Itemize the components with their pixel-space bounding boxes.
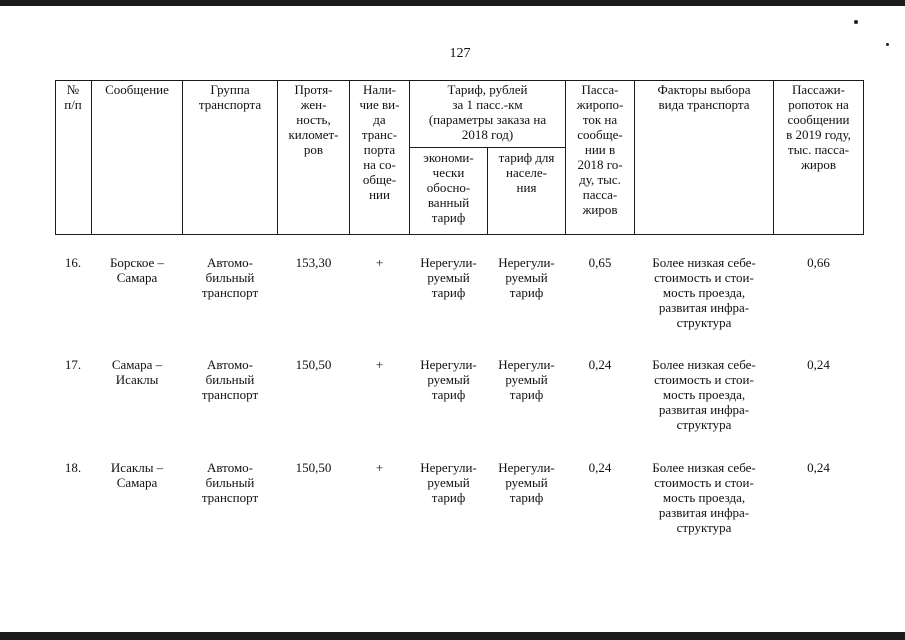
row-number: 16. (64, 255, 82, 270)
col-line (91, 80, 92, 235)
row-route: Самара – Исаклы (111, 357, 163, 387)
header-length: Протя- жен- ность, километ- ров (288, 82, 339, 157)
header-flow-2019: Пассажи- ропоток на сообщении в 2019 году, тыс. пасса- жиров (786, 82, 851, 172)
row-length: 150,50 (295, 357, 332, 372)
row-flow-2018: 0,65 (588, 255, 612, 270)
col-line (863, 80, 864, 235)
row-number: 17. (64, 357, 82, 372)
scan-speck (854, 20, 858, 24)
page-number: 127 (449, 46, 471, 61)
row-transport-group: Автомо- бильный транспорт (201, 357, 259, 402)
row-presence: + (375, 255, 384, 270)
row-factors: Более низкая себе- стоимость и стои- мость проезда, развитая инфра- структура (652, 460, 756, 535)
row-transport-group: Автомо- бильный транспорт (201, 460, 259, 505)
table-header (55, 80, 864, 235)
row-flow-2019: 0,24 (807, 357, 830, 372)
header-bottom-line (55, 234, 864, 235)
row-transport-group: Автомо- бильный транспорт (201, 255, 259, 300)
table-top-line (55, 80, 864, 81)
row-flow-2018: 0,24 (588, 460, 612, 475)
header-factors: Факторы выбора вида транспорта (657, 82, 751, 112)
row-length: 150,50 (295, 460, 332, 475)
row-flow-2019: 0,24 (807, 460, 830, 475)
top-border-rule (0, 0, 905, 6)
header-number: № п/п (64, 82, 82, 112)
scan-speck (886, 43, 889, 46)
row-flow-2019: 0,66 (807, 255, 830, 270)
row-tariff-economic: Нерегули- руемый тариф (420, 460, 477, 505)
row-tariff-population: Нерегули- руемый тариф (498, 255, 555, 300)
row-factors: Более низкая себе- стоимость и стои- мость проезда, развитая инфра- структура (652, 357, 756, 432)
row-presence: + (375, 357, 384, 372)
header-tariff: Тариф, рублей за 1 пасс.-км (параметры заказа на 2018 год) (428, 82, 547, 142)
row-route: Исаклы – Самара (110, 460, 164, 490)
row-route: Борское – Самара (109, 255, 165, 285)
row-length: 153,30 (295, 255, 332, 270)
row-flow-2018: 0,24 (588, 357, 612, 372)
row-tariff-economic: Нерегули- руемый тариф (420, 255, 477, 300)
row-presence: + (375, 460, 384, 475)
header-transport-group: Группа транспорта (198, 82, 262, 112)
row-number: 18. (64, 460, 82, 475)
header-tariff-economic: экономи- чески обосно- ванный тариф (423, 150, 474, 225)
header-route: Сообщение (105, 82, 169, 97)
header-flow-2018: Пасса- жиропо- ток на сообще- нии в 2018 го- ду, тыс. пасса- жиров (576, 82, 624, 217)
bottom-border-rule (0, 632, 905, 640)
header-tariff-population: тариф для населе- ния (498, 150, 555, 195)
row-tariff-population: Нерегули- руемый тариф (498, 357, 555, 402)
row-tariff-economic: Нерегули- руемый тариф (420, 357, 477, 402)
header-presence: Нали- чие ви- да транс- порта на со- обще- нии (359, 82, 400, 202)
row-tariff-population: Нерегули- руемый тариф (498, 460, 555, 505)
row-factors: Более низкая себе- стоимость и стои- мость проезда, развитая инфра- структура (652, 255, 756, 330)
